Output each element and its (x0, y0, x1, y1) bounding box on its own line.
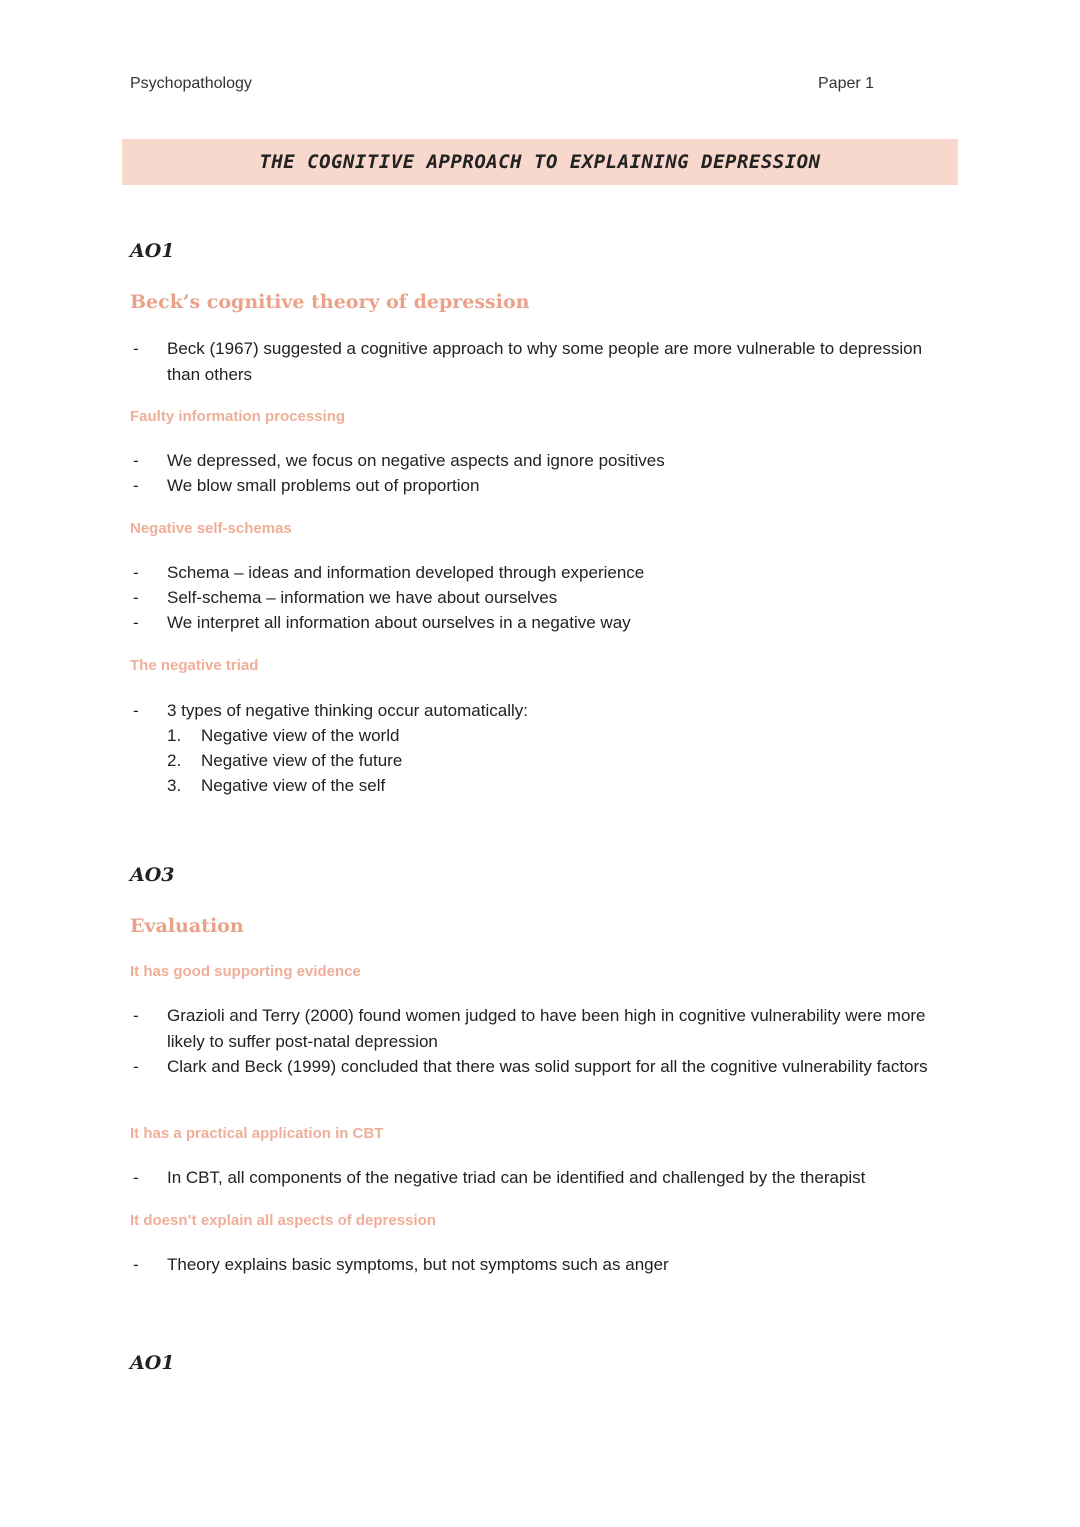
list-item (130, 336, 960, 388)
item-text: We interpret all information about ourselves in a negative way (167, 613, 631, 632)
item-text: 3 types of negative thinking occur automatically: (167, 701, 528, 720)
faulty-heading: Faulty information processing (130, 408, 346, 425)
title-band (122, 139, 958, 185)
numbered-item (167, 773, 385, 799)
item-number: 2. (167, 751, 182, 770)
bullet-dash: - (133, 339, 139, 358)
bullet-dash: - (133, 476, 139, 495)
running-header-paper: Paper 1 (818, 75, 875, 92)
running-header-subject: Psychopathology (130, 75, 252, 92)
bullet-dash: - (133, 451, 139, 470)
bullet-dash: - (133, 1057, 139, 1076)
item-text: Beck (1967) suggested a cognitive approach to why some people are more vulnerable to depression than others (167, 339, 923, 384)
numbered-item (167, 723, 399, 749)
item-text: Theory explains basic symptoms, but not symptoms such as anger (167, 1255, 669, 1274)
ao1-label: AO1 (130, 240, 175, 262)
schemas-heading: Negative self-schemas (130, 520, 292, 537)
bullet-dash: - (133, 1006, 139, 1025)
item-text: Grazioli and Terry (2000) found women judged to have been high in cognitive vulnerability were more likely to suffer post-natal depression (167, 1006, 926, 1051)
bullet-dash: - (133, 1255, 139, 1274)
bullet-dash: - (133, 563, 139, 582)
triad-heading: The negative triad (130, 657, 259, 674)
item-text: Clark and Beck (1999) concluded that there was solid support for all the cognitive vulnerability factors (167, 1057, 928, 1076)
beck-heading: Beck’s cognitive theory of depression (130, 291, 530, 313)
ao3-label: AO3 (130, 864, 175, 886)
bullet-dash: - (133, 1168, 139, 1187)
page-title: THE COGNITIVE APPROACH TO EXPLAINING DEPRESSION (259, 151, 821, 173)
cbt-heading: It has a practical application in CBT (130, 1125, 384, 1142)
evidence-heading: It has good supporting evidence (130, 963, 361, 980)
limits-heading: It doesn’t explain all aspects of depression (130, 1212, 436, 1229)
bullet-dash: - (133, 701, 139, 720)
item-number: 3. (167, 776, 182, 795)
item-text: Self-schema – information we have about ourselves (167, 588, 558, 607)
item-text: In CBT, all components of the negative triad can be identified and challenged by the therapist (167, 1168, 866, 1187)
item-text: We depressed, we focus on negative aspects and ignore positives (167, 451, 665, 470)
list-item (130, 1054, 960, 1106)
item-number: 1. (167, 726, 182, 745)
bullet-dash: - (133, 613, 139, 632)
list-item (130, 1003, 960, 1055)
item-text: Negative view of the future (201, 751, 403, 770)
evaluation-heading: Evaluation (130, 915, 244, 937)
item-text: Negative view of the world (201, 726, 400, 745)
numbered-item (167, 748, 402, 774)
item-text: Schema – ideas and information developed through experience (167, 563, 645, 582)
ao1-next-label: AO1 (130, 1352, 175, 1374)
item-text: Negative view of the self (201, 776, 386, 795)
bullet-dash: - (133, 588, 139, 607)
item-text: We blow small problems out of proportion (167, 476, 480, 495)
